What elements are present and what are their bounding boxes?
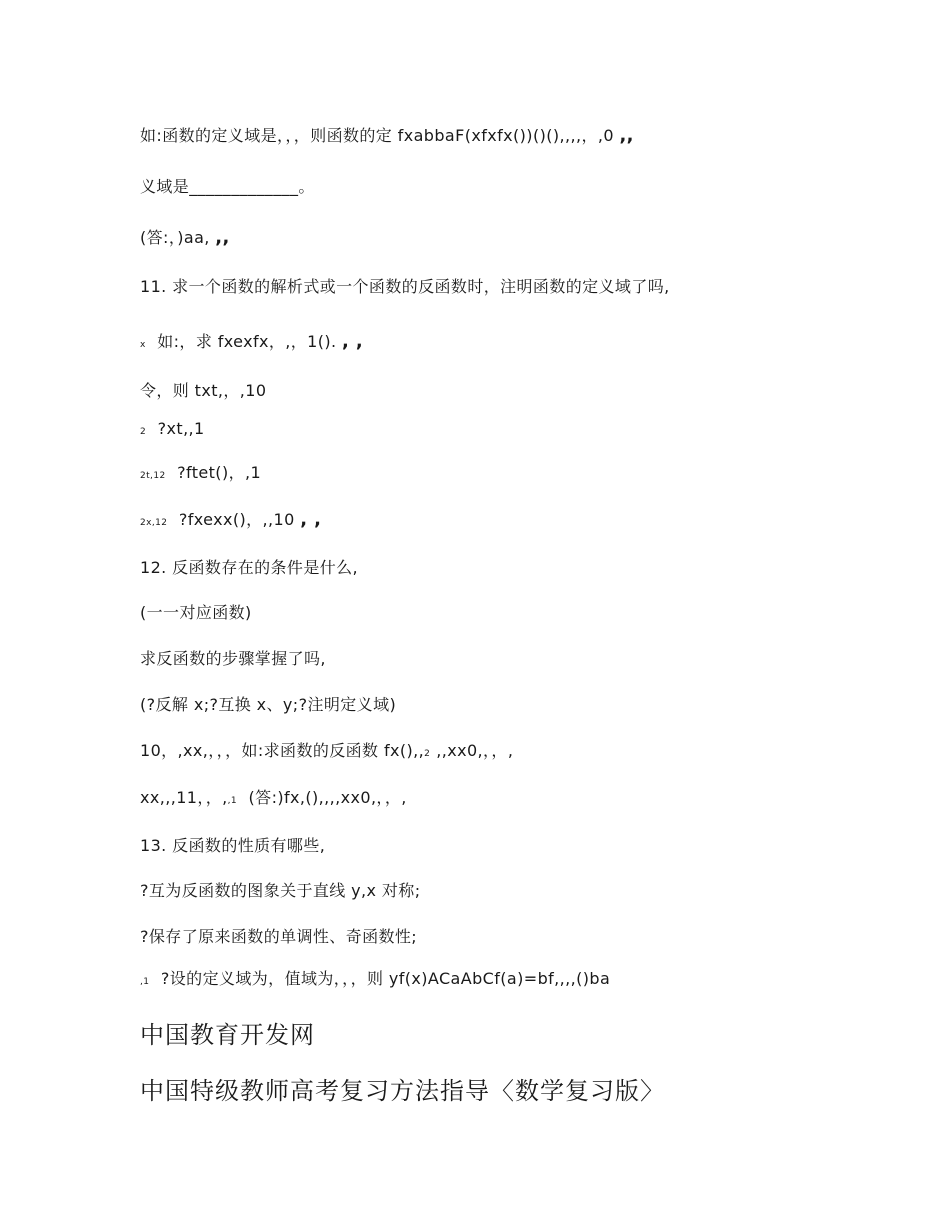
line-text: 如:函数的定义域是，，，则函数的定 fxabbaF(xfxfx())()(),,,,，,0 [140,126,614,145]
line-subscript: 2t,12 [140,471,166,481]
text-line [140,738,513,761]
line-text: (答:，)aa, [140,228,210,247]
line-text: ?设的定义域为，值域为，，，则 yf(x)ACaAbCf(a)=bf,,,,()ba [160,969,611,988]
text-line [140,924,417,947]
text-line [140,174,315,197]
line-text: 12. 反函数存在的条件是什么, [140,558,359,577]
line-text: ?xt,,1 [157,419,205,438]
text-line [140,833,325,856]
text-line [140,274,670,297]
line-subscript: x [140,340,146,350]
line-subscript: 2 [140,427,147,437]
text-line [140,692,396,715]
line-text: 10，,xx,，，，如:求函数的反函数 fx(),, [140,741,425,760]
line-marks: , , [342,331,364,352]
text-line [140,966,610,989]
text-line [140,329,363,352]
text-line [140,600,252,623]
line-subscript: 2x,12 [140,518,168,528]
line-text: 求反函数的步骤掌握了吗, [140,649,326,668]
text-line [140,878,420,901]
text-line [140,225,230,248]
line-text: (一一对应函数) [140,603,252,622]
line-text: 义域是_____________。 [140,177,315,196]
line-text: ,,xx0,，，, [436,741,514,760]
text-line [140,555,358,578]
text-line [140,123,634,146]
text-line [140,419,205,438]
text-line [140,460,261,483]
line-text: ?fxexx()，,,10 [178,510,295,529]
line-text: ?互为反函数的图象关于直线 y,x 对称; [140,881,421,900]
text-line [140,378,266,401]
text-line [140,507,321,530]
site-heading: 中国教育开发网 [140,1021,315,1049]
line-text: ?保存了原来函数的单调性、奇函数性; [140,927,418,946]
text-line [140,785,407,808]
line-text: 如:，求 fxexfx，,，1(). [157,332,337,351]
text-line [140,646,326,669]
line-subscript: ,1 [227,796,238,806]
line-text: xx,,,11，，, [140,788,228,807]
line-marks: , , [300,509,322,530]
line-text: 11. 求一个函数的解析式或一个函数的反函数时，注明函数的定义域了吗, [140,277,670,296]
line-marks: ,, [215,227,230,248]
line-text: (答:)fx,(),,,,xx0,，，, [248,788,407,807]
line-subscript: ,1 [140,977,150,987]
document-title: 中国特级教师高考复习方法指导〈数学复习版〉 [140,1077,665,1105]
line-text: (?反解 x;?互换 x、y;?注明定义域) [140,695,397,714]
line-text: 令，则 txt,，,10 [140,381,267,400]
line-subscript: 2 [424,749,431,759]
line-marks: ,, [619,125,634,146]
line-text: 13. 反函数的性质有哪些, [140,836,326,855]
line-text: ?ftet()，,1 [177,463,262,482]
